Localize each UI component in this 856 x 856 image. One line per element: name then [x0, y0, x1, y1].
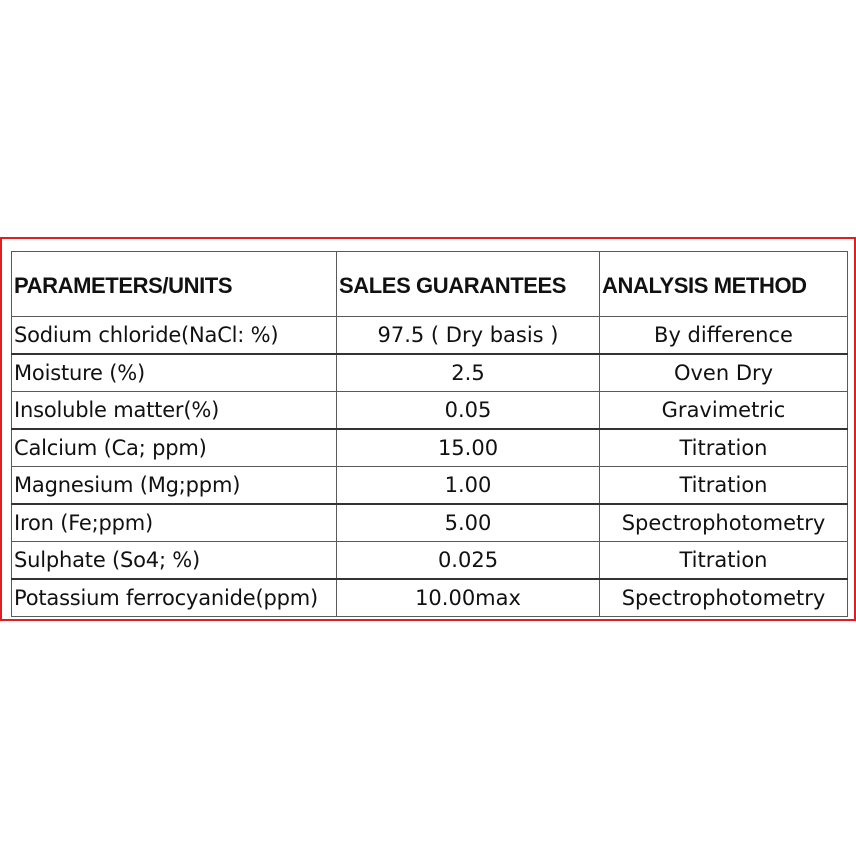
header-analysis-method: ANALYSIS METHOD [600, 252, 848, 317]
header-parameters-units: PARAMETERS/UNITS [12, 252, 337, 317]
guarantee-cell: 15.00 [337, 429, 600, 467]
parameter-cell: Calcium (Ca; ppm) [12, 429, 337, 467]
specification-table [11, 251, 848, 617]
parameter-cell: Moisture (%) [12, 354, 337, 392]
table-row [12, 429, 848, 467]
method-cell: Spectrophotometry [600, 504, 848, 542]
header-sales-guarantees: SALES GUARANTEES [337, 252, 600, 317]
parameter-cell: Insoluble matter(%) [12, 392, 337, 430]
table-row [12, 317, 848, 355]
guarantee-cell: 0.05 [337, 392, 600, 430]
parameter-cell: Potassium ferrocyanide(ppm) [12, 579, 337, 617]
guarantee-cell: 97.5 ( Dry basis ) [337, 317, 600, 355]
method-cell: Titration [600, 542, 848, 580]
parameter-cell: Sulphate (So4; %) [12, 542, 337, 580]
guarantee-cell: 0.025 [337, 542, 600, 580]
table-row [12, 542, 848, 580]
guarantee-cell: 1.00 [337, 467, 600, 505]
table-row [12, 354, 848, 392]
parameter-cell: Iron (Fe;ppm) [12, 504, 337, 542]
table-row [12, 579, 848, 617]
spec-table-frame [0, 237, 856, 621]
parameter-cell: Magnesium (Mg;ppm) [12, 467, 337, 505]
method-cell: Gravimetric [600, 392, 848, 430]
table-header-row [12, 252, 848, 317]
guarantee-cell: 5.00 [337, 504, 600, 542]
method-cell: Titration [600, 429, 848, 467]
guarantee-cell: 10.00max [337, 579, 600, 617]
method-cell: Oven Dry [600, 354, 848, 392]
table-row [12, 504, 848, 542]
method-cell: Spectrophotometry [600, 579, 848, 617]
table-row [12, 467, 848, 505]
guarantee-cell: 2.5 [337, 354, 600, 392]
method-cell: By difference [600, 317, 848, 355]
parameter-cell: Sodium chloride(NaCl: %) [12, 317, 337, 355]
table-row [12, 392, 848, 430]
method-cell: Titration [600, 467, 848, 505]
